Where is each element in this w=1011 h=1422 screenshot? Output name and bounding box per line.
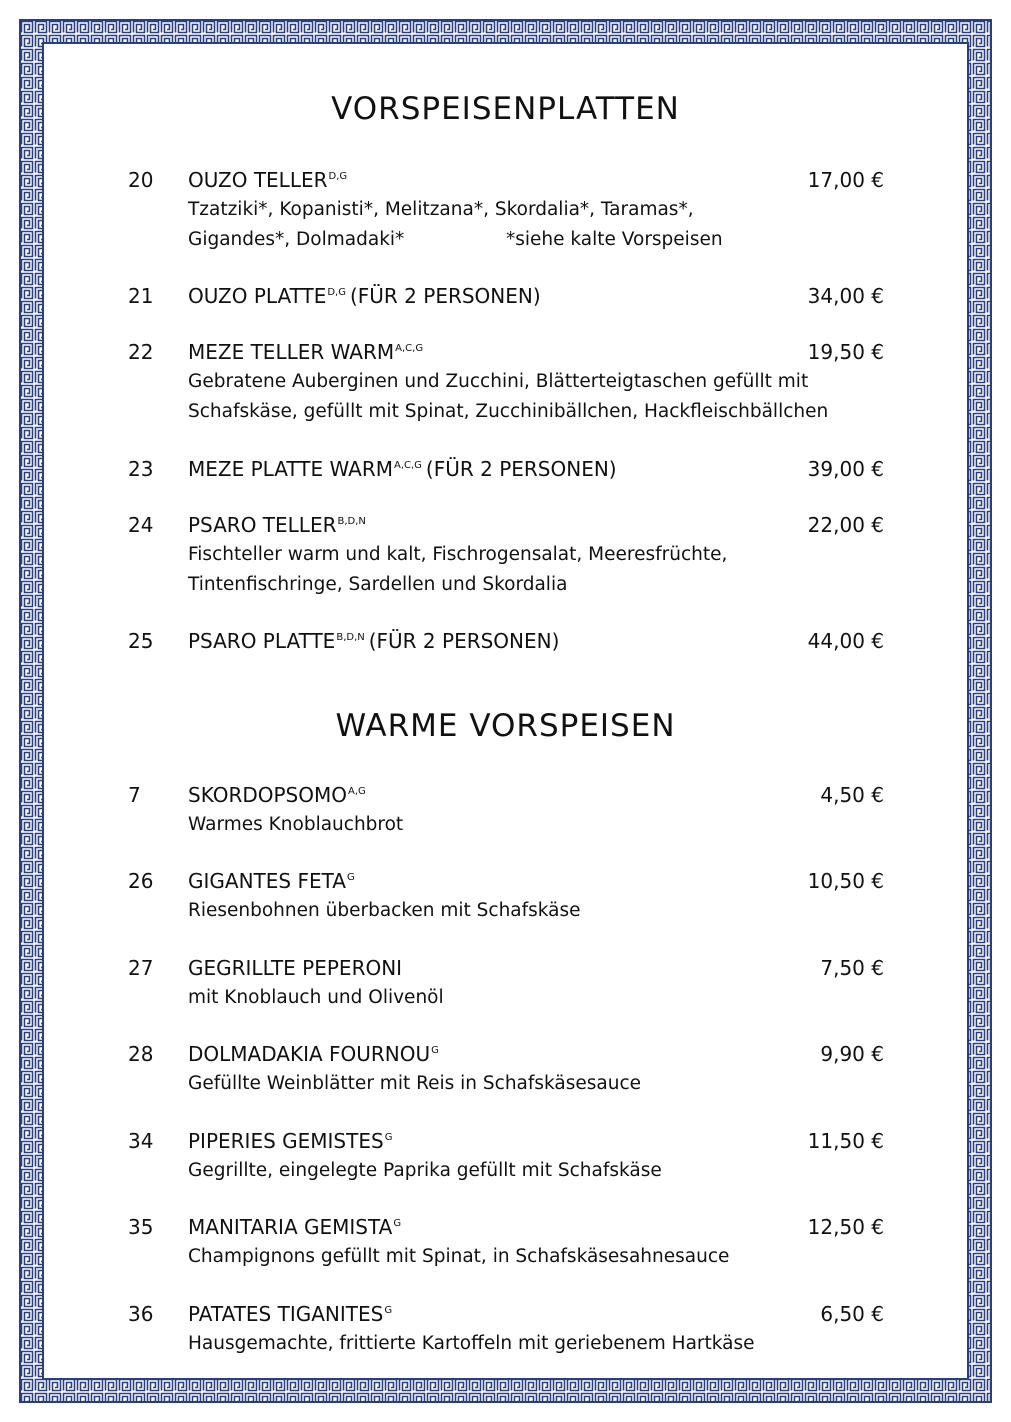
item-name-text: PIPERIES GEMISTES (188, 1129, 384, 1153)
item-price: 9,90 € (820, 1042, 884, 1066)
item-name (188, 337, 423, 367)
item-portion-note: (FÜR 2 PERSONEN) (349, 284, 541, 308)
item-description (188, 1329, 755, 1359)
item-number: 36 (128, 1302, 154, 1326)
item-name (188, 1212, 401, 1242)
description-line (188, 810, 403, 840)
item-number: 20 (128, 168, 154, 192)
allergen-codes: B,D,N (336, 632, 365, 643)
item-name-text: GEGRILLTE PEPERONI (188, 956, 403, 980)
item-name-text: SKORDOPSOMO (188, 783, 347, 807)
description-text: Gefüllte Weinblätter mit Reis in Schafskäsesauce (188, 1073, 642, 1094)
description-line (188, 1242, 729, 1272)
item-number: 28 (128, 1042, 154, 1066)
item-name-text: PATATES TIGANITES (188, 1302, 384, 1326)
item-name-text: GIGANTES FETA (188, 869, 346, 893)
description-line (188, 397, 828, 427)
description-text: Gebratene Auberginen und Zucchini, Blätterteigtaschen gefüllt mit (188, 371, 809, 392)
item-name (188, 510, 366, 540)
item-name (188, 780, 366, 810)
item-price: 12,50 € (807, 1215, 884, 1239)
item-name (188, 866, 355, 896)
description-text: Warmes Knoblauchbrot (188, 814, 404, 835)
item-name (188, 1299, 392, 1329)
allergen-codes: G (393, 1218, 402, 1229)
description-text: Schafskäse, gefüllt mit Spinat, Zucchinibällchen, Hackfleischbällchen (188, 401, 829, 422)
description-line (188, 570, 727, 600)
item-price: 11,50 € (807, 1129, 884, 1153)
item-number: 34 (128, 1129, 154, 1153)
description-line (188, 983, 444, 1013)
description-line (188, 367, 828, 397)
item-name-text: PSARO PLATTE (188, 629, 336, 653)
description-text: Fischteller warm und kalt, Fischrogensalat, Meeresfrüchte, (188, 544, 728, 565)
allergen-codes: D,G (327, 287, 346, 298)
item-portion-note: (FÜR 2 PERSONEN) (368, 629, 560, 653)
description-line (188, 1329, 755, 1359)
item-price: 34,00 € (807, 284, 884, 308)
item-name-text: MEZE PLATTE WARM (188, 457, 393, 481)
allergen-codes: G (431, 1045, 439, 1056)
item-name (188, 281, 541, 311)
item-number: 7 (128, 783, 141, 807)
description-text: Gigandes*, Dolmadaki* (188, 229, 405, 250)
item-description (188, 810, 403, 840)
allergen-codes: G (384, 1132, 393, 1143)
description-text: Hausgemachte, frittierte Kartoffeln mit geriebenem Hartkäse (188, 1333, 755, 1354)
allergen-codes: G (346, 872, 355, 883)
allergen-codes: A,C,G (395, 343, 424, 354)
description-text: Tintenfischringe, Sardellen und Skordalia (188, 574, 568, 595)
item-description (188, 983, 444, 1013)
description-line (188, 1069, 641, 1099)
item-price: 17,00 € (807, 168, 884, 192)
item-name (188, 626, 559, 656)
item-name-text: OUZO TELLER (188, 168, 328, 192)
item-name-text: DOLMADAKIA FOURNOU (188, 1042, 431, 1066)
item-number: 27 (128, 956, 154, 980)
item-description (188, 540, 727, 600)
item-price: 39,00 € (807, 457, 884, 481)
item-price: 44,00 € (807, 629, 884, 653)
item-name (188, 165, 347, 195)
item-price: 19,50 € (807, 340, 884, 364)
item-number: 26 (128, 869, 154, 893)
item-name (188, 454, 617, 484)
item-number: 21 (128, 284, 154, 308)
item-description (188, 1156, 662, 1186)
item-name (188, 1126, 392, 1156)
allergen-codes: B,D,N (337, 516, 366, 527)
item-number: 23 (128, 457, 154, 481)
item-price: 22,00 € (807, 513, 884, 537)
allergen-codes: A,C,G (393, 460, 422, 471)
item-price: 10,50 € (807, 869, 884, 893)
item-name-text: PSARO TELLER (188, 513, 337, 537)
allergen-codes: A,G (348, 786, 366, 797)
item-description (188, 367, 828, 427)
item-portion-note: (FÜR 2 PERSONEN) (425, 457, 617, 481)
item-number: 22 (128, 340, 154, 364)
item-description (188, 1069, 641, 1099)
item-number: 35 (128, 1215, 154, 1239)
item-number: 24 (128, 513, 154, 537)
item-number: 25 (128, 629, 154, 653)
description-line (188, 540, 727, 570)
item-name (188, 1039, 439, 1069)
item-description (188, 896, 581, 926)
description-text: Tzatziki*, Kopanisti*, Melitzana*, Skordalia*, Taramas*, (188, 199, 694, 220)
item-name-text: MANITARIA GEMISTA (188, 1215, 393, 1239)
description-text: Gegrillte, eingelegte Paprika gefüllt mit Schafskäse (188, 1160, 662, 1181)
item-description (188, 1242, 729, 1272)
footnote-text: *siehe kalte Vorspeisen (506, 229, 723, 250)
item-price: 4,50 € (820, 783, 884, 807)
description-line (188, 1156, 662, 1186)
description-text: Riesenbohnen überbacken mit Schafskäse (188, 900, 581, 921)
description-text: mit Knoblauch und Olivenöl (188, 987, 444, 1008)
section-title: VORSPEISENPLATTEN (331, 91, 680, 127)
allergen-codes: G (384, 1305, 393, 1316)
allergen-codes: D,G (328, 171, 348, 182)
item-name-text: OUZO PLATTE (188, 284, 327, 308)
item-price: 6,50 € (820, 1302, 884, 1326)
item-description (188, 195, 723, 255)
item-name-text: MEZE TELLER WARM (188, 340, 395, 364)
item-price: 7,50 € (820, 956, 884, 980)
description-text: Champignons gefüllt mit Spinat, in Schafskäsesahnesauce (188, 1246, 730, 1267)
description-line (188, 195, 694, 225)
description-line (188, 225, 723, 255)
item-name (188, 953, 402, 983)
description-line (188, 896, 581, 926)
section-title: WARME VORSPEISEN (335, 708, 676, 744)
